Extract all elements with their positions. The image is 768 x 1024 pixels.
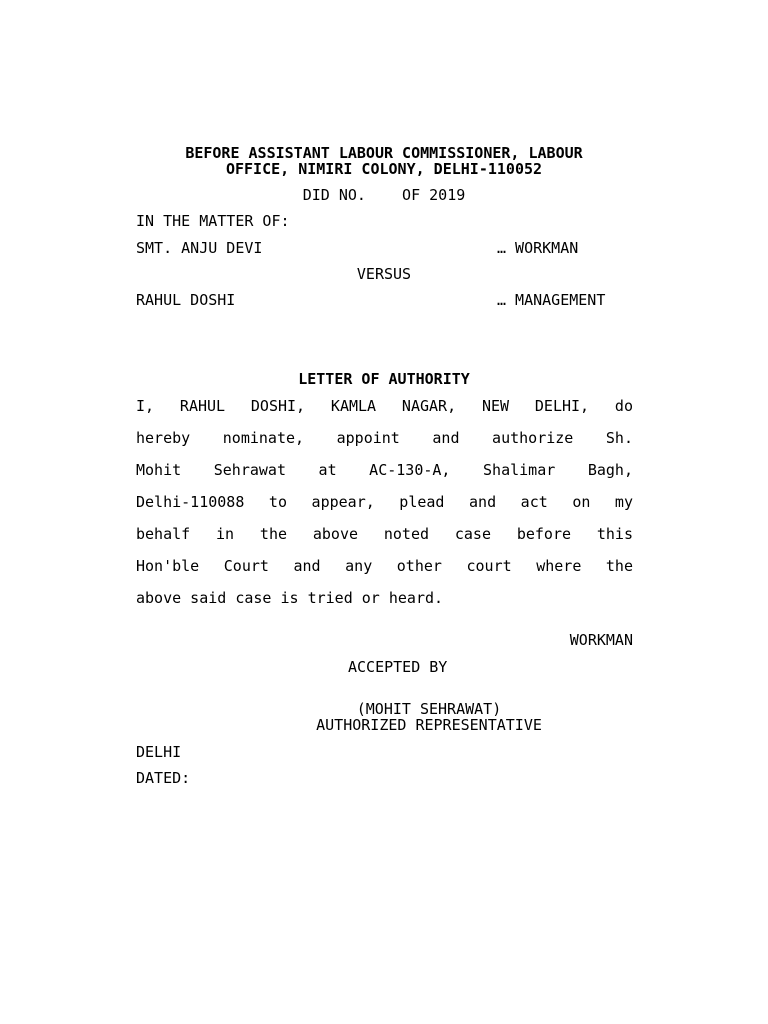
letter-title: LETTER OF AUTHORITY: [298, 370, 470, 388]
letter-body-line: above said case is tried or heard.: [136, 589, 444, 607]
letter-body-line: behalf in the above noted case before this: [136, 525, 633, 543]
versus-label: VERSUS: [356, 265, 412, 283]
letter-body-line: Delhi-110088 to appear, plead and act on my: [136, 493, 633, 511]
letter-body-line: I, RAHUL DOSHI, KAMLA NAGAR, NEW DELHI, do: [136, 397, 633, 415]
respondent-role: … MANAGEMENT: [497, 291, 606, 309]
matter-label: IN THE MATTER OF:: [136, 212, 290, 230]
letter-body: [136, 398, 633, 622]
accepted-by-label: ACCEPTED BY: [348, 658, 448, 676]
place-label: DELHI: [136, 743, 182, 761]
petitioner-role: … WORKMAN: [497, 239, 579, 257]
court-heading-line2: OFFICE, NIMIRI COLONY, DELHI-110052: [225, 160, 543, 178]
case-number: DID NO. OF 2019: [302, 186, 466, 204]
representative-designation: AUTHORIZED REPRESENTATIVE: [316, 716, 542, 734]
letter-body-line: Hon'ble Court and any other court where the: [136, 557, 633, 575]
respondent-name: RAHUL DOSHI: [136, 291, 236, 309]
representative-name: (MOHIT SEHRAWAT): [356, 700, 502, 718]
letter-body-line: Mohit Sehrawat at AC-130-A, Shalimar Bagh,: [136, 461, 633, 479]
letter-body-line: hereby nominate, appoint and authorize Sh.: [136, 429, 633, 447]
court-heading-line1: BEFORE ASSISTANT LABOUR COMMISSIONER, LABOUR: [185, 144, 583, 162]
dated-label: DATED:: [136, 769, 191, 787]
petitioner-name: SMT. ANJU DEVI: [136, 239, 263, 257]
workman-signature: WORKMAN: [569, 631, 633, 649]
